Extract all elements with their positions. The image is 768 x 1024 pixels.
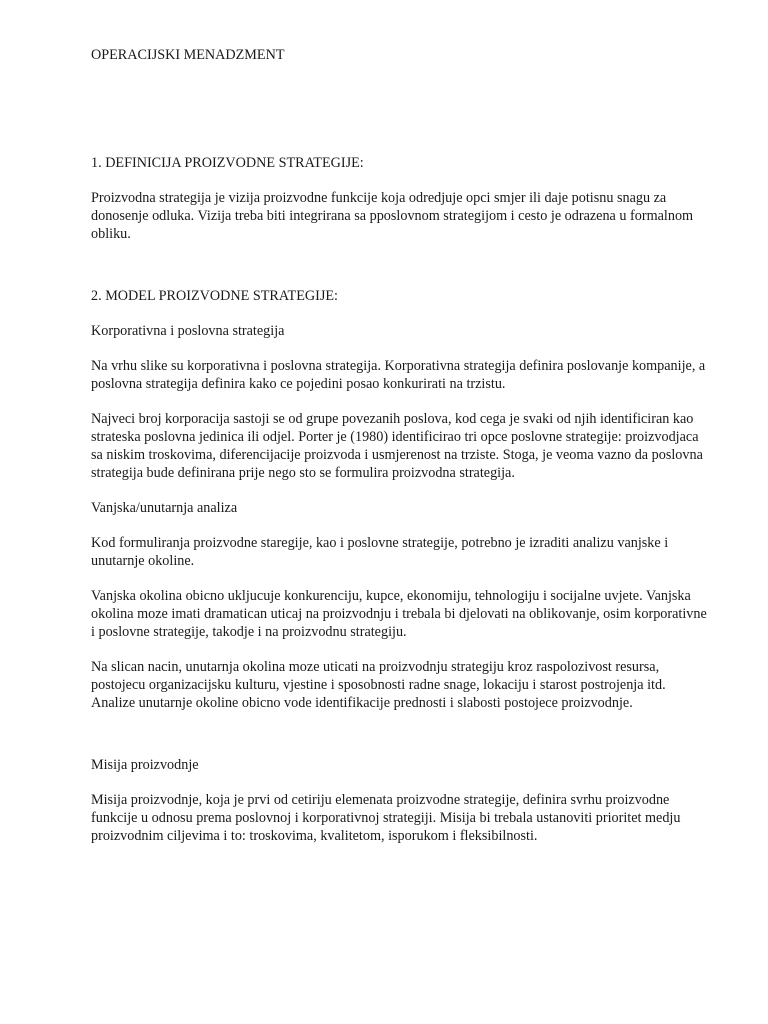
spacer [91,774,708,791]
spacer [91,712,708,756]
subheading-misija: Misija proizvodnje [91,757,199,773]
subheading-korporativna: Korporativna i poslovna strategija [91,323,285,339]
spacer [91,243,708,287]
document-title: OPERACIJSKI MENADZMENT [91,47,285,63]
spacer [91,64,708,154]
paragraph-vanjska-okolina: Vanjska okolina obicno ukljucuje konkurenciju, kupce, ekonomiju, tehnologiju i socijalne uvjete. Vanjska okolina moze imati dramatican uticaj na proizvodnju i trebala bi djelovati na oblikovanje, osim korporativne i poslovne strategije, takodje i na proizvodnu strategiju. [91,588,707,640]
spacer [91,517,708,534]
paragraph-formuliranje: Kod formuliranja proizvodne staregije, kao i poslovne strategije, potrebno je izraditi analizu vanjske i unutarnje okoline. [91,535,669,569]
spacer [91,340,708,357]
spacer [91,172,708,189]
section-1-heading: 1. DEFINICIJA PROIZVODNE STRATEGIJE: [91,155,364,171]
paragraph-korporativna: Na vrhu slike su korporativna i poslovna strategija. Korporativna strategija definira poslovanje kompanije, a poslovna strategija definira kako ce pojedini posao konkurirati na trzistu. [91,358,706,392]
paragraph-porter: Najveci broj korporacija sastoji se od grupe povezanih poslova, kod cega je svaki od njih identificiran kao strateska poslovna jedinica ili odjel. Porter je (1980) identificirao tri opce poslovne strategije: proizvodjaca sa niskim troskovima, diferencijacije proizvoda i usmjerenost na trziste. Stoga, je veoma vazno da poslovna strategija bude definirana prije nego sto se formulira proizvodna strategija. [91,411,703,481]
subheading-analiza: Vanjska/unutarnja analiza [91,500,238,516]
spacer [91,641,708,658]
spacer [91,305,708,322]
paragraph-misija: Misija proizvodnje, koja je prvi od cetiriju elemenata proizvodne strategije, definira svrhu proizvodne funkcije u odnosu prema poslovnoj i korporativnoj strategiji. Misija bi trebala ustanoviti prioritet medju proizvodnim ciljevima i to: troskovima, kvalitetom, isporukom i fleksibilnosti. [91,792,681,844]
paragraph-unutarnja-okolina: Na slican nacin, unutarnja okolina moze uticati na proizvodnju strategiju kroz raspolozivost resursa, postojecu organizacijsku kulturu, vjestine i sposobnosti radne snage, lokaciju i starost postrojenja itd. Analize unutarnje okoline obicno vode identifikacije prednosti i slabosti postojece proizvodnje. [91,659,666,711]
spacer [91,570,708,587]
section-2-heading: 2. MODEL PROIZVODNE STRATEGIJE: [91,288,338,304]
section-1-paragraph: Proizvodna strategija je vizija proizvodne funkcije koja odredjuje opci smjer ili daje potisnu snagu za donosenje odluka. Vizija treba biti integrirana sa pposlovnom strategijom i cesto je odrazena u formalnom obliku. [91,190,694,242]
spacer [91,393,708,410]
spacer [91,482,708,499]
